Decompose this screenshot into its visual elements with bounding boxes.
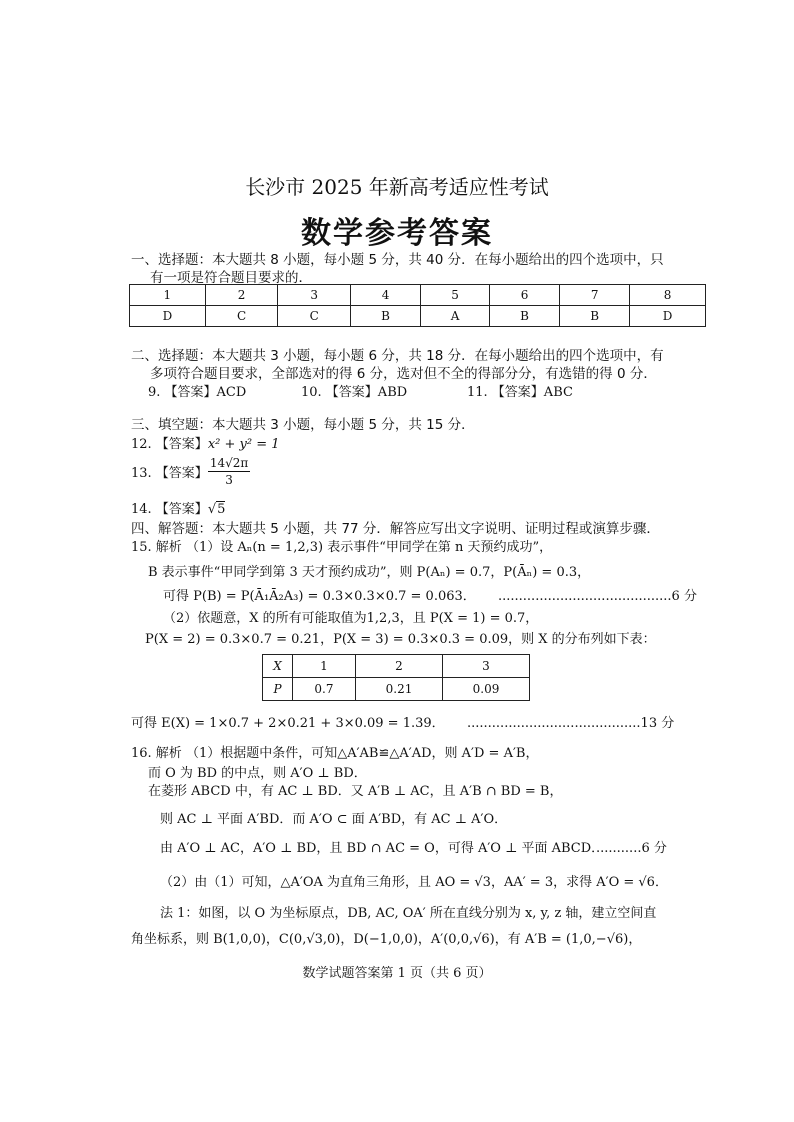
table-cell: 3 bbox=[278, 285, 351, 306]
table-cell: 2 bbox=[205, 285, 278, 306]
table-row bbox=[130, 306, 706, 327]
sec4-line1: 四、解答题：本大题共 5 小题，共 77 分．解答应写出文字说明、证明过程或演算步骤． bbox=[131, 521, 660, 537]
table-cell: D bbox=[630, 306, 706, 327]
page-footer: 数学试题答案第 1 页（共 6 页） bbox=[302, 966, 492, 981]
fraction-numerator: 14√2π bbox=[209, 456, 249, 470]
q15-score-2: ..........................................13 分 bbox=[467, 716, 675, 731]
answer-12-prefix: 12. 【答案】 bbox=[131, 437, 208, 452]
sqrt-sign-icon: √ bbox=[207, 502, 217, 517]
table-cell: 0.09 bbox=[442, 678, 529, 701]
q15-line6: 可得 E(X) = 1×0.7 + 2×0.21 + 3×0.09 = 1.39． bbox=[131, 716, 445, 731]
table-cell: 1 bbox=[292, 655, 355, 678]
table-row bbox=[130, 285, 706, 306]
table-cell: 0.7 bbox=[292, 678, 355, 701]
answer-10: 10. 【答案】ABD bbox=[301, 385, 408, 400]
table-cell: B bbox=[490, 306, 560, 327]
table-row bbox=[263, 678, 530, 701]
sec3-line1: 三、填空题：本大题共 3 小题，每小题 5 分，共 15 分． bbox=[131, 417, 475, 433]
sec1-line2: 有一项是符合题目要求的． bbox=[150, 270, 312, 286]
q15-line5: P(X = 2) = 0.3×0.7 = 0.21，P(X = 3) = 0.3×0.3 = 0.09，则 X 的分布列如下表： bbox=[145, 632, 656, 647]
table-cell: X bbox=[263, 655, 293, 678]
answer-13-prefix: 13. 【答案】 bbox=[131, 466, 208, 481]
answer-14 bbox=[131, 498, 225, 517]
answer-9: 9. 【答案】ACD bbox=[148, 385, 247, 400]
q16-line5: 由 A′O ⊥ AC，A′O ⊥ BD，且 BD ∩ AC = O，可得 A′O ⊥ 平面 ABCD． bbox=[160, 841, 605, 856]
table-cell: D bbox=[130, 306, 206, 327]
sec2-line2: 多项符合题目要求，全部选对的得 6 分，选对但不全的得部分分，有选错的得 0 分． bbox=[150, 366, 657, 382]
q16-line8: 角坐标系，则 B(1,0,0)，C(0,√3,0)，D(−1,0,0)，A′(0,0,√6)，有 A′B = (1,0,−√6)， bbox=[131, 932, 642, 947]
page-title: 数学参考答案 bbox=[301, 216, 493, 251]
table-cell: C bbox=[205, 306, 278, 327]
q15-line4: （2）依题意，X 的所有可能取值为1,2,3，且 P(X = 1) = 0.7， bbox=[163, 611, 539, 626]
table-cell: 3 bbox=[442, 655, 529, 678]
exam-title: 长沙市 2025 年新高考适应性考试 bbox=[245, 175, 549, 199]
table-cell: 0.21 bbox=[356, 678, 443, 701]
q16-line4: 则 AC ⊥ 平面 A′BD．而 A′O ⊂ 面 A′BD，有 AC ⊥ A′O． bbox=[160, 812, 508, 827]
table-cell: B bbox=[560, 306, 630, 327]
table-cell: 5 bbox=[421, 285, 490, 306]
distribution-table bbox=[262, 654, 530, 701]
q16-line3: 在菱形 ABCD 中，有 AC ⊥ BD．又 A′B ⊥ AC，且 A′B ∩ BD = B， bbox=[148, 784, 563, 799]
answer-12 bbox=[131, 433, 280, 452]
q16-score-1: ...........6 分 bbox=[596, 841, 667, 856]
choice-answer-table bbox=[129, 284, 706, 327]
table-row bbox=[263, 655, 530, 678]
answer-14-prefix: 14. 【答案】 bbox=[131, 502, 208, 517]
q15-score-1: ..........................................6 分 bbox=[498, 589, 697, 604]
q16-line6: （2）由（1）可知，△A′OA 为直角三角形，且 AO = √3，AA′ = 3，求得 A′O = √6． bbox=[160, 875, 668, 890]
table-cell: 8 bbox=[630, 285, 706, 306]
table-cell: C bbox=[278, 306, 351, 327]
q15-line1: 15. 解析 （1）设 Aₙ(n = 1,2,3) 表示事件“甲同学在第 n 天预约成功”， bbox=[131, 540, 553, 555]
table-cell: 2 bbox=[356, 655, 443, 678]
table-cell: 4 bbox=[351, 285, 421, 306]
fraction-denominator: 3 bbox=[225, 473, 233, 487]
q15-line2: B 表示事件“甲同学到第 3 天才预约成功”，则 P(Aₙ) = 0.7，P(Āₙ) = 0.3， bbox=[148, 565, 591, 580]
sec2-line1: 二、选择题：本大题共 3 小题，每小题 6 分，共 18 分．在每小题给出的四个选项中，有 bbox=[131, 348, 664, 364]
answer-13 bbox=[131, 455, 250, 488]
q16-line1: 16. 解析 （1）根据题中条件，可知△A′AB≌△A′AD，则 A′D = A′B， bbox=[131, 746, 539, 761]
answer-14-value: 5 bbox=[217, 502, 226, 517]
q16-line2: 而 O 为 BD 的中点，则 A′O ⊥ BD． bbox=[148, 766, 367, 781]
q16-line7: 法 1：如图，以 O 为坐标原点，DB, AC, OA′ 所在直线分别为 x, y, z 轴，建立空间直 bbox=[160, 906, 657, 921]
table-cell: 1 bbox=[130, 285, 206, 306]
answer-11: 11. 【答案】ABC bbox=[467, 385, 573, 400]
table-cell: A bbox=[421, 306, 490, 327]
q15-line3: 可得 P(B) = P(Ā₁Ā₂A₃) = 0.3×0.3×0.7 = 0.063． bbox=[163, 589, 476, 604]
answer-12-value: x² + y² = 1 bbox=[207, 437, 280, 452]
sec1-line1: 一、选择题：本大题共 8 小题，每小题 5 分，共 40 分．在每小题给出的四个选项中，只 bbox=[131, 252, 664, 268]
table-cell: 6 bbox=[490, 285, 560, 306]
table-cell: B bbox=[351, 306, 421, 327]
table-cell: P bbox=[263, 678, 293, 701]
answer-13-fraction bbox=[208, 455, 250, 488]
table-cell: 7 bbox=[560, 285, 630, 306]
